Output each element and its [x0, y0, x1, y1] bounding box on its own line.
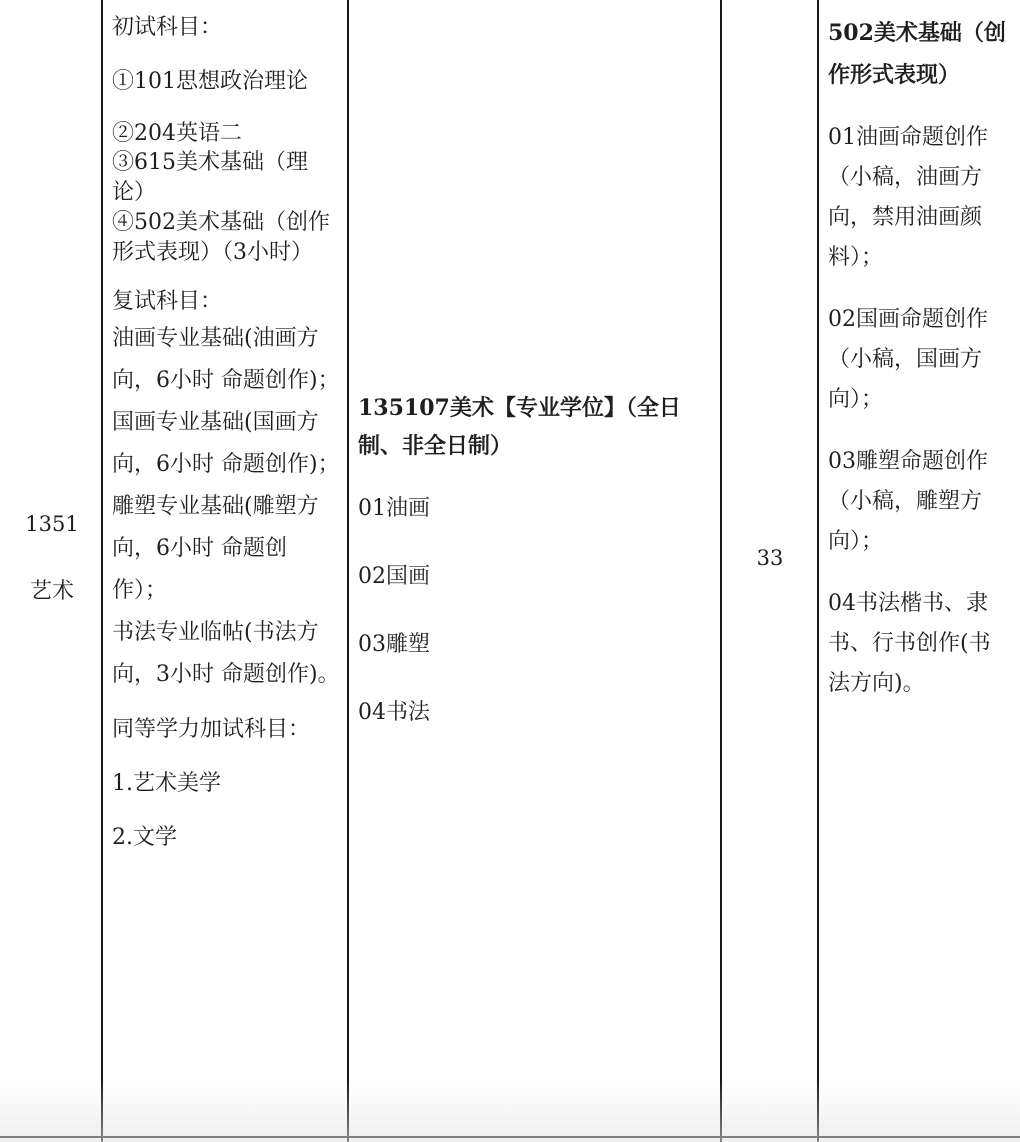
enrollment-count: 33	[756, 546, 784, 570]
discipline-cell	[4, 508, 100, 608]
direction-item: 04书法	[358, 700, 430, 725]
initial-exam-item: ①101思想政治理论	[112, 69, 308, 94]
direction-item: 01油画	[358, 496, 430, 521]
direction-item: 03雕塑	[358, 632, 430, 657]
notes-title: 502美术基础（创作形式表现）	[828, 20, 1006, 88]
retest-item: 书法专业临帖(书法方向，3小时 命题创作)。	[112, 620, 340, 687]
direction-item: 02国画	[358, 564, 430, 589]
extra-exam-title: 同等学力加试科目：	[112, 717, 311, 742]
retest-item: 国画专业基础(国画方向，6小时 命题创作)；	[112, 410, 340, 477]
retest-item: 雕塑专业基础(雕塑方向，6小时 命题创作）；	[112, 494, 319, 603]
retest-title: 复试科目：	[112, 289, 223, 314]
initial-exam-title: 初试科目：	[112, 15, 223, 40]
table-border-bottom	[0, 1136, 1020, 1138]
initial-exam-item: ④502美术基础（创作形式表现）（3小时）	[112, 210, 330, 265]
notes-item: 04书法楷书、隶书、行书创作(书法方向)。	[828, 591, 991, 696]
discipline-name: 艺术	[29, 579, 74, 604]
notes-item: 03雕塑命题创作（小稿，雕塑方向）；	[828, 449, 988, 554]
extra-exam-item: 2.文学	[112, 825, 177, 850]
enrollment-count-cell	[722, 542, 818, 574]
discipline-code: 1351	[25, 512, 79, 536]
major-cell	[358, 389, 708, 737]
notes-cell	[828, 12, 1006, 704]
notes-item: 02国画命题创作（小稿，国画方向）；	[828, 307, 988, 412]
initial-exam-item: ②204英语二	[112, 121, 242, 146]
table-border-col2	[347, 0, 349, 1142]
notes-item: 01油画命题创作（小稿，油画方向，禁用油画颜料）；	[828, 125, 988, 270]
exam-subjects-cell	[112, 12, 340, 854]
initial-exam-item: ③615美术基础（理论）	[112, 150, 308, 205]
extra-exam-item: 1.艺术美学	[112, 771, 221, 796]
table-border-left	[101, 0, 103, 1142]
bottom-fade	[0, 1080, 1020, 1142]
major-title: 135107美术【专业学位】（全日制、非全日制）	[358, 395, 681, 459]
retest-item: 油画专业基础(油画方向，6小时 命题创作)；	[112, 326, 340, 393]
